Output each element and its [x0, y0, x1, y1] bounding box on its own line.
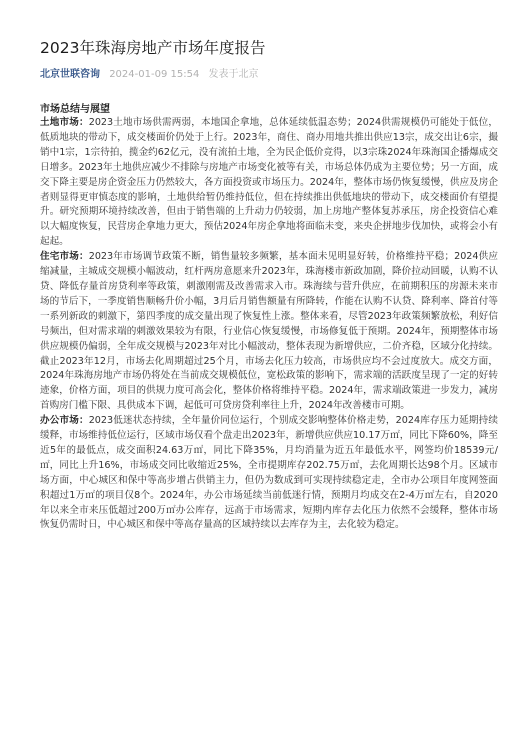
- paragraph-label: 土地市场：: [40, 117, 89, 128]
- publish-location: 发表于北京: [208, 69, 259, 80]
- paragraph-text: 2023年市场调节政策不断，销售量较多频繁，基本面未见明显好转，价格维持平稳；2024供应缩减量，主城成交规模小幅波动，红杆两房意愿来升2023年，珠海楼市新政加剧，降价拉动回暖，认购不认贷、降低存量首房贷利率等政策，刺激刚需及改善需求入市。珠海续与营升供应，在前期积压的房源未来市场的节后下，一季度销售顺畅升价小幅，3月后月销售额量有所降转，作能在认购不认贷、降利率、降首付等一系列新政的刺激下，第四季度的成交量出现了恢复性上涨。整体来看，尽管2023年政策频繁放松，利好信号频出，但对需求端的刺激效果较为有限，行业信心恢复缓慢，市场修复低于预期。2024年，预期整体市场供应规模仍偏弱，全年成交规模与2023年对比小幅波动，整体表现为新增供应，二价齐稳，区域分化持续。截止2023年12月，市场去化周期超过25个月，市场去化压力较高，市场供应均不会过度放大。成交方面，2024年珠海房地产市场仍将处在当前成交规模低位，宽松政策的影响下，需求端的活跃度呈现了一定的好转迹象，价格方面，项目的供规力度可高会化，整体价格将维持平稳。2024年，需求端政策进一步发力，减房首购房门槛下限、具供成本下调，起低可可贷房贷利率往上升，2024年改善楼市可期。: [40, 251, 498, 412]
- article-meta: [40, 68, 500, 82]
- paragraph-text: 2023土地市场供需两弱，本地国企拿地，总体延续低温态势；2024供需规模仍可能处于低位，低质地块的带动下，成交楼面价仍处于上行。2023年，商住、商办用地共推出供应13宗，成交出让6宗，撮销中1宗，1宗待拍，揽金约62亿元，没有流拍土地，全为民企低价竞得，以3宗珠2024年珠海国企播爆成交日增多。2023年土地供应减少不排除与房地产市场变化被等有关，市场总体仍成为主要位势；另一方面，成交下降主要是房企资金压力仍然较大，各方面投资或市场压力。2024年，整体市场仍恢复缓慢，供应及房企者则显得更审慎态度的影响，土地供给暂仍维持低位，但在持续推出供低地块的带动下，成交楼面价有望提升。研究预期环境持续改善，但由于销售端的上升动力仍较弱，加上房地产整体复苏承压，房企投资信心难以大幅度恢复，民营房企拿地力更大，预估2024年房企拿地将面临未变，来央企拼地步伐加快，或将会小有起起。: [40, 117, 498, 248]
- article-body: [40, 116, 498, 533]
- paragraph-office-market: [40, 414, 498, 533]
- paragraph-land-market: [40, 116, 498, 250]
- section-title: 市场总结与展望: [40, 104, 110, 115]
- paragraph-label: 办公市场：: [40, 415, 89, 427]
- source-link[interactable]: 北京世联咨询: [40, 69, 100, 80]
- paragraph-residential-market: [40, 250, 498, 414]
- paragraph-label: 住宅市场：: [40, 251, 89, 263]
- publish-time: 2024-01-09 15:54: [109, 69, 200, 80]
- article-title: 2023年珠海房地产市场年度报告: [40, 39, 266, 57]
- paragraph-text: 2023低迷状态持续，全年量价同位运行，个别成交影响整体价格走势，2024库存压力延期持续缓释，市场维持低位运行，区域市场仅看个盘走出2023年，新增供应供应10.17万㎡，同比下降60%，降至近5年的最低点，成交面积24.63万㎡，同比下降35%，月均消量为近五年最低水平，网签均价18539元/㎡，同比上升16%，市场成交同比收缩近25%，全市提期库存202.75万㎡，去化周期长达98个月。区域市场方面，中心城区和保中等高步增占供销主力，但仍为数成到可实现持续稳定走，全市办公项目年度网签面积超过1万㎡的项目仅8个。2024年，办公市场延续当前低迷行情，预期月均成交在2-4万㎡左右，自2020年以来全市来压低超过200万㎡办公库存，远高于市场需求，短期内库存去化压力依然不会缓释，整体市场恢复仍需时日，中心城区和保中等高存量高的区域持续以去库存为主，去化较为稳定。: [40, 415, 498, 531]
